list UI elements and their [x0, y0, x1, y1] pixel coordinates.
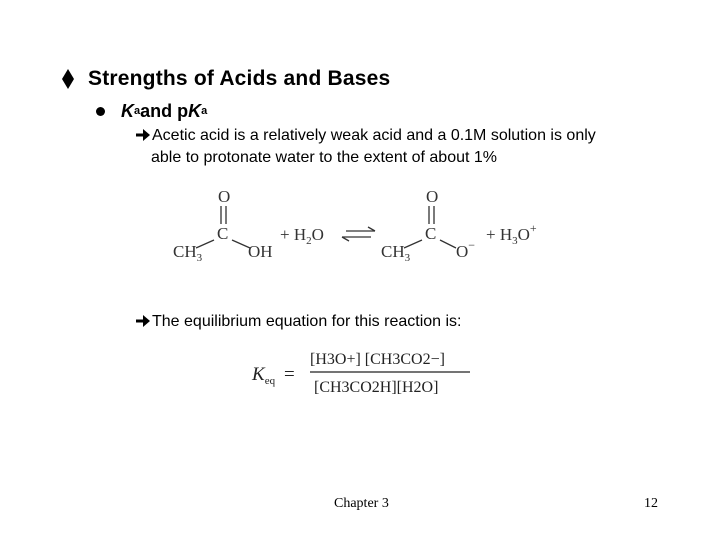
- base-oxide: O−: [456, 238, 476, 261]
- acid-carbonyl-o: O: [218, 187, 231, 206]
- footer-page-number: 12: [644, 496, 658, 511]
- equilibrium-arrow-icon: [342, 227, 375, 241]
- numerator: [H3O+] [CH3CO2−]: [310, 351, 445, 368]
- equilibrium-constant-equation: [250, 346, 480, 404]
- subheading: [96, 98, 207, 124]
- footer-chapter: Chapter 3: [334, 496, 389, 511]
- paragraph-equilibrium: [136, 311, 462, 333]
- paragraph-acetic-acid: [136, 125, 656, 169]
- slide-title-row: [62, 64, 390, 94]
- slide-title: Strengths of Acids and Bases: [88, 67, 391, 90]
- keq-symbol: $K_{eq}$: [252, 364, 276, 387]
- right-arrow-icon: [136, 315, 150, 327]
- acid-methyl: $CH_3$: [173, 242, 203, 264]
- acid-hydroxyl: OH: [248, 242, 273, 261]
- pka-symbol: K: [188, 100, 202, 121]
- acid-carbon: C: [217, 224, 229, 243]
- water-term: + $H_2O$: [280, 225, 324, 247]
- paragraph-1-line-1: Acetic acid is a relatively weak acid and a 0.1M solution is only: [152, 127, 596, 144]
- hydronium-term: + $H_3O^+$: [486, 221, 537, 247]
- pka-subscript: a: [201, 105, 208, 117]
- subheading-and: and p: [140, 100, 189, 121]
- base-carbonyl-o: O: [426, 187, 439, 206]
- right-arrow-icon: [136, 129, 150, 141]
- ka-symbol: K: [121, 100, 134, 121]
- equals-sign: =: [284, 364, 295, 385]
- acetic-acid-reaction: [170, 184, 550, 270]
- paragraph-1-line-2: able to protonate water to the extent of about 1%: [151, 149, 498, 166]
- base-carbon: C: [425, 224, 437, 243]
- ka-subscript: a: [134, 105, 141, 117]
- paragraph-2-text: The equilibrium equation for this reaction is:: [152, 313, 462, 330]
- base-methyl: $CH_3$: [381, 242, 411, 264]
- denominator: [CH3CO2H][H2O]: [314, 379, 439, 396]
- filled-circle-icon: [96, 107, 105, 116]
- diamond-icon: [62, 69, 74, 89]
